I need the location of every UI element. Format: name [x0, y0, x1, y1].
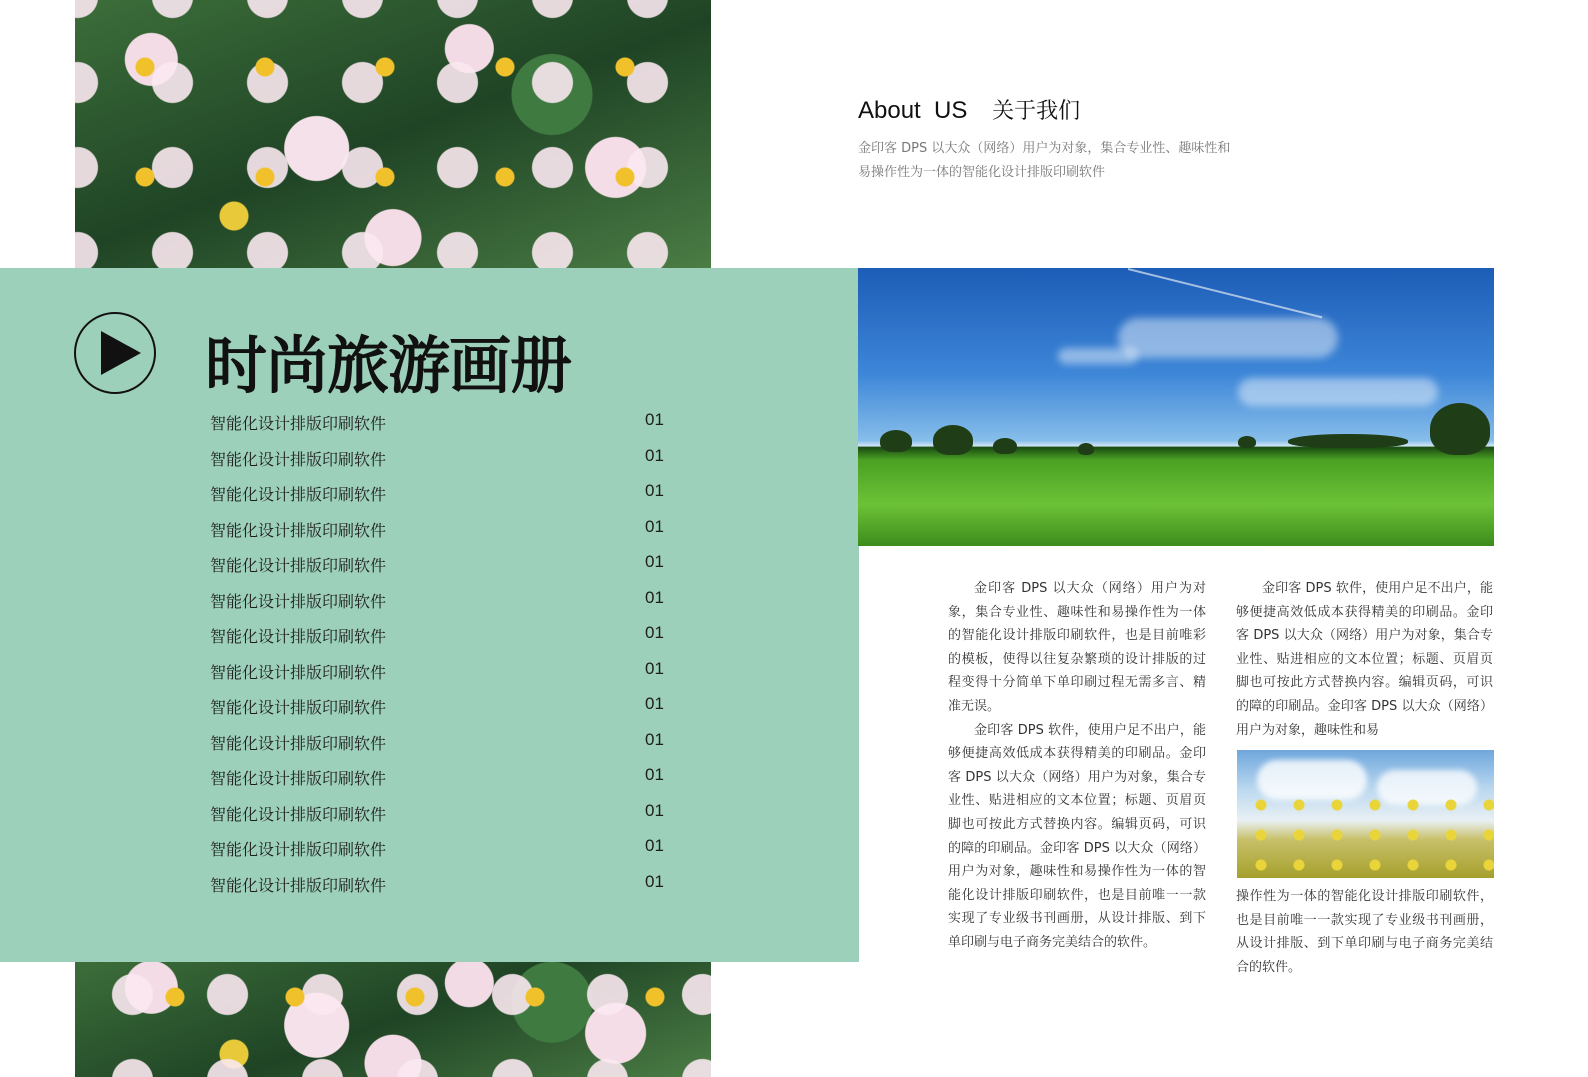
toc-item-label[interactable]: 智能化设计排版印刷软件: [210, 698, 387, 717]
article-paragraph: 操作性为一体的智能化设计排版印刷软件，也是目前唯一一款实现了专业级书刊画册，从设计排版、到下单印刷与电子商务完美结合的软件。: [1236, 889, 1493, 975]
landscape-photo: [858, 268, 1494, 546]
article-column-2-continued: [1236, 885, 1493, 979]
about-intro: 金印客 DPS 以大众（网络）用户为对象，集合专业性、趣味性和易操作性为一体的智能化设计排版印刷软件: [858, 141, 1231, 180]
daisy-photo-top: [75, 0, 711, 270]
toc-item-page: 01: [645, 871, 664, 891]
toc-item-page: 01: [645, 800, 664, 820]
toc-item-label[interactable]: 智能化设计排版印刷软件: [210, 662, 387, 682]
article-paragraph: 金印客 DPS 软件，使用户足不出户，能够便捷高效低成本获得精美的印刷品。金印客 DPS 以大众（网络）用户为对象，集合专业性、贴进相应的文本位置；标题、页眉页脚也可按此方式替换内容。编辑页码，可识的障的印刷品。金印客 DPS 以大众（网络）用户为对象，趣味性和易: [1236, 581, 1493, 738]
toc-item-page: 01: [645, 587, 664, 607]
toc-item-label[interactable]: 智能化设计排版印刷软件: [210, 733, 387, 753]
about-title-en: About US: [858, 97, 968, 124]
article-paragraph: 金印客 DPS 软件，使用户足不出户，能够便捷高效低成本获得精美的印刷品。金印客 DPS 以大众（网络）用户为对象，集合专业性、贴进相应的文本位置；标题、页眉页脚也可按此方式替换内容。编辑页码，可识的障的印刷品。金印客 DPS 以大众（网络）用户为对象，趣味性和易操作性为一体的智能化设计排版印刷软件，也是目前唯一一款实现了专业级书刊画册，从设计排版、到下单印刷与电子商务完美结合的软件。: [948, 722, 1206, 950]
toc-item-page: 01: [645, 410, 664, 429]
toc-item-page: 01: [645, 445, 664, 465]
toc-item-label[interactable]: 智能化设计排版印刷软件: [210, 485, 387, 504]
toc-item-label[interactable]: 智能化设计排版印刷软件: [210, 627, 387, 646]
toc-item-label[interactable]: 智能化设计排版印刷软件: [210, 556, 387, 575]
play-icon[interactable]: [74, 312, 156, 394]
about-title-cn: 关于我们: [992, 99, 1081, 124]
toc-item-label[interactable]: 智能化设计排版印刷软件: [210, 414, 387, 433]
toc-item-page: 01: [645, 623, 664, 642]
toc-item-label[interactable]: 智能化设计排版印刷软件: [210, 520, 387, 540]
toc-item-label[interactable]: 智能化设计排版印刷软件: [210, 875, 387, 895]
toc-item-label[interactable]: 智能化设计排版印刷软件: [210, 804, 387, 824]
about-heading: [858, 94, 1080, 125]
toc-item-page: 01: [645, 658, 664, 678]
article-column-1: [948, 577, 1206, 955]
toc-item-page: 01: [645, 552, 664, 571]
page-title: 时尚旅游画册: [205, 329, 572, 402]
toc-item-page: 01: [645, 836, 664, 855]
toc-item-label[interactable]: 智能化设计排版印刷软件: [210, 840, 387, 859]
toc-item-page: 01: [645, 481, 664, 500]
toc-item-page: 01: [645, 729, 664, 749]
rapeseed-photo: [1237, 750, 1494, 878]
article-paragraph: 金印客 DPS 以大众（网络）用户为对象，集合专业性、趣味性和易操作性为一体的智能化设计排版印刷软件，也是目前唯彩的模板，使得以往复杂繁琐的设计排版的过程变得十分简单下单印刷过程无需多言、精准无误。: [948, 581, 1206, 714]
toc-item-page: 01: [645, 694, 664, 713]
toc-item-page: 01: [645, 516, 664, 536]
toc-item-label[interactable]: 智能化设计排版印刷软件: [210, 449, 387, 469]
cover-panel: [0, 268, 859, 962]
toc-item-page: 01: [645, 765, 664, 784]
toc-item-label[interactable]: 智能化设计排版印刷软件: [210, 769, 387, 788]
toc-item-label[interactable]: 智能化设计排版印刷软件: [210, 591, 387, 611]
daisy-photo-bottom: [75, 962, 711, 1077]
article-column-2: [1236, 577, 1493, 742]
